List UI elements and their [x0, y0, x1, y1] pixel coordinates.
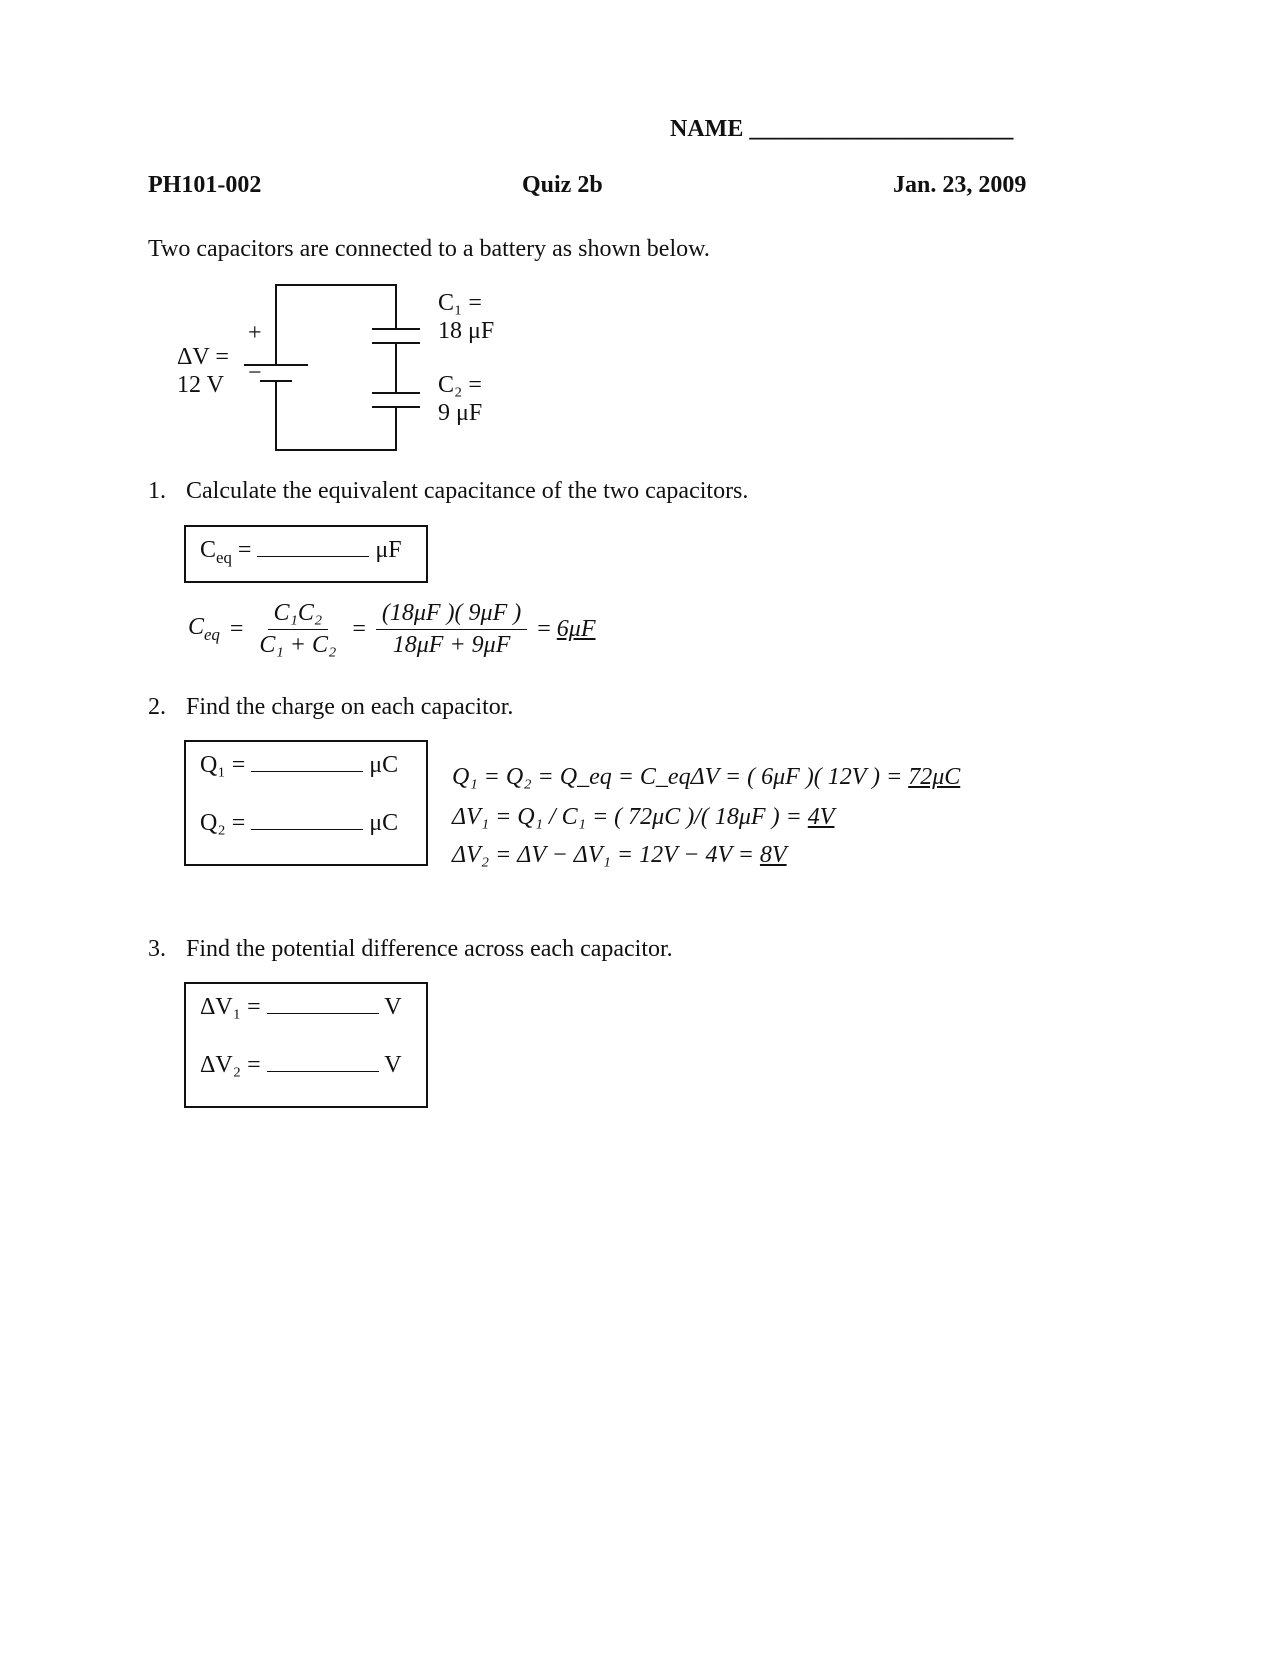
- battery-plus-sign: +: [248, 320, 262, 346]
- intro-text: Two capacitors are connected to a battery as shown below.: [148, 236, 710, 262]
- ceq-blank[interactable]: [257, 555, 369, 557]
- solution-line-1: Q₁ = Q₂ = Q_eq = C_eqΔV = ( 6μF )( 12V ) = 72μC: [452, 764, 961, 790]
- c1-value: 18 μF: [438, 318, 495, 344]
- q1-answer-line: Q₁ = μC: [200, 752, 399, 778]
- answer-box-charge: [184, 740, 428, 866]
- question-1-text: Calculate the equivalent capacitance of the two capacitors.: [186, 478, 749, 504]
- wire-top: [276, 285, 396, 345]
- battery-voltage: 12 V: [177, 372, 224, 398]
- ceq-fraction-symbolic: $\frac{\text{C₁C₂}}{\text{C₁ + C₂}}$: [259, 600, 337, 658]
- answer-box-ceq: [184, 525, 428, 583]
- ceq-solution-lhs: $C_{eq}$: [188, 614, 220, 644]
- dv1-answer-line: ΔV₁ = V: [200, 994, 402, 1020]
- q2-blank[interactable]: [251, 828, 363, 830]
- dv2-blank[interactable]: [267, 1070, 379, 1072]
- q2-answer-line: Q₂ = μC: [200, 810, 399, 836]
- ceq-result: = 6μF: [537, 616, 596, 642]
- answer-box-voltage: [184, 982, 428, 1108]
- course-code: PH101-002: [148, 172, 262, 198]
- wire-bottom: [276, 385, 396, 450]
- question-3-text: Find the potential difference across each capacitor.: [186, 936, 673, 962]
- question-1-number: 1.: [148, 478, 166, 504]
- q1-blank[interactable]: [251, 770, 363, 772]
- quiz-date: Jan. 23, 2009: [893, 172, 1027, 198]
- battery-minus-sign: −: [248, 360, 262, 386]
- c2-value: 9 μF: [438, 400, 483, 426]
- ceq-answer-line: $C_{eq} = \mu F$: [200, 537, 402, 567]
- ceq-fraction-numeric: $\frac{(18\mu F )( 9\mu F )}{18\mu F + 9\mu F}$: [376, 600, 527, 659]
- name-field-label: NAME ______________________: [670, 116, 1014, 142]
- quiz-title: Quiz 2b: [522, 172, 603, 198]
- question-2-number: 2.: [148, 694, 166, 720]
- battery-label: ΔV =: [177, 344, 229, 370]
- solution-line-2: ΔV₁ = Q₁ / C₁ = ( 72μC )/( 18μF ) = 4V: [452, 804, 835, 830]
- dv2-answer-line: ΔV₂ = V: [200, 1052, 402, 1078]
- question-2-text: Find the charge on each capacitor.: [186, 694, 514, 720]
- ceq-solution: $C_{eq}$ = $\frac{\text{C₁C₂}}{\text{C₁ + C₂}}$ = $\frac{(18\mu F )( 9\mu F )}{18\mu F + 9\mu F}$ = 6μF: [188, 600, 596, 658]
- question-3-number: 3.: [148, 936, 166, 962]
- c1-label: C₁ =: [438, 290, 482, 316]
- solution-line-3: ΔV₂ = ΔV − ΔV₁ = 12V − 4V = 8V: [452, 842, 787, 868]
- dv1-blank[interactable]: [267, 1012, 379, 1014]
- c2-label: C₂ =: [438, 372, 482, 398]
